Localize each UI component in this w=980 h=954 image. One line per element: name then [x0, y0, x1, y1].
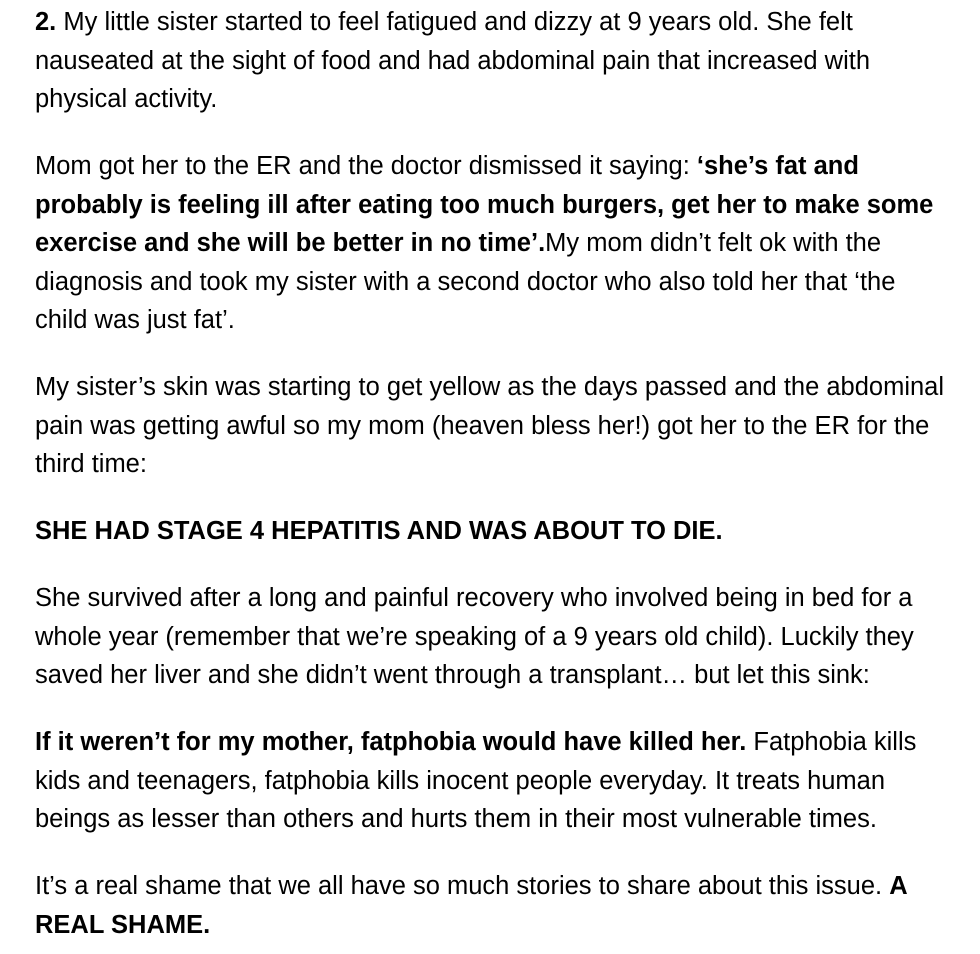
- text-run: It’s a real shame that we all have so much stories to share about this issue.: [35, 872, 890, 900]
- paragraph-5: [35, 579, 945, 695]
- paragraph-4: [35, 512, 945, 551]
- bold-text-run: If it weren’t for my mother, fatphobia would have killed her.: [35, 728, 747, 756]
- paragraph-1: [35, 3, 945, 119]
- text-run: She survived after a long and painful recovery who involved being in bed for a whole year (remember that we’re speaking of a 9 years old child). Luckily they saved her liver and she didn’t went through a transplant… but let this sink:: [35, 584, 914, 689]
- bold-text-run: 2.: [35, 8, 57, 36]
- paragraph-2: [35, 147, 945, 340]
- text-run: Fatphobia kills kids and teenagers, fatphobia kills inocent people everyday. It treats human beings as lesser than others and hurts them in their most vulnerable times.: [35, 728, 917, 833]
- bold-text-run: A REAL SHAME.: [35, 872, 907, 939]
- paragraph-6: [35, 723, 945, 839]
- bold-text-run: SHE HAD STAGE 4 HEPATITIS AND WAS ABOUT TO DIE.: [35, 517, 723, 545]
- bold-text-run: ‘she’s fat and probably is feeling ill after eating too much burgers, get her to make some exercise and she will be better in no time’.: [35, 152, 934, 257]
- text-run: My sister’s skin was starting to get yellow as the days passed and the abdominal pain was getting awful so my mom (heaven bless her!) got her to the ER for the third time:: [35, 373, 945, 478]
- paragraph-7: [35, 867, 945, 944]
- paragraph-3: [35, 368, 945, 484]
- text-run: My little sister started to feel fatigued and dizzy at 9 years old. She felt nauseated at the sight of food and had abdominal pain that increased with physical activity.: [35, 8, 871, 113]
- text-run: Mom got her to the ER and the doctor dismissed it saying:: [35, 152, 697, 180]
- text-run: My mom didn’t felt ok with the diagnosis and took my sister with a second doctor who also told her that ‘the child was just fat’.: [35, 229, 896, 334]
